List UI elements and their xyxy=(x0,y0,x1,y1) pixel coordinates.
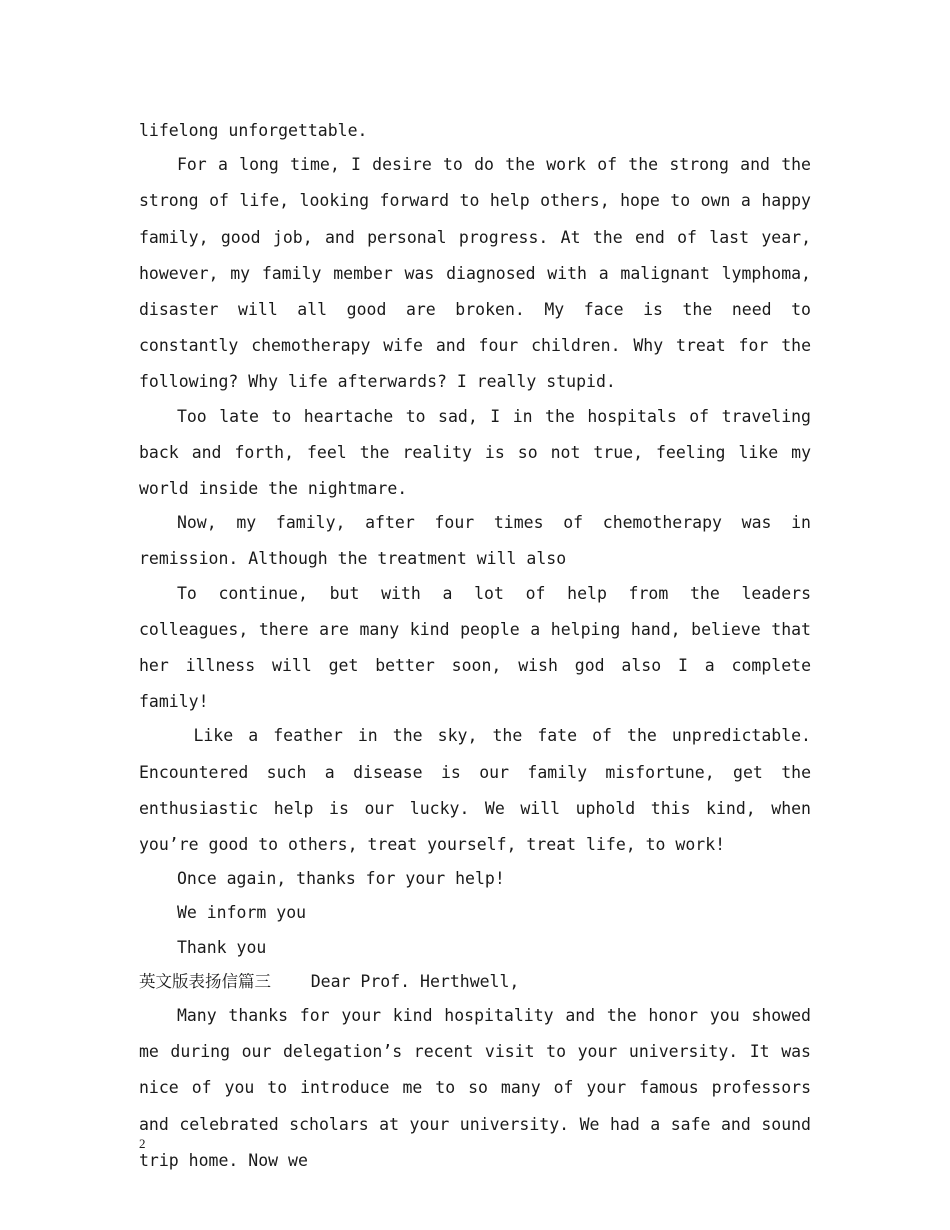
paragraph: Now, my family, after four times of chemotherapy was in remission. Although the treatment will also xyxy=(139,513,811,569)
paragraph: Too late to heartache to sad, I in the hospitals of traveling back and forth, feel the reality is so not true, feeling like my world inside the nightmare. xyxy=(139,406,811,499)
paragraph: We inform you xyxy=(176,903,307,923)
paragraph: To continue, but with a lot of help from the leaders colleagues, there are many kind people a helping hand, believe that her illness will get better soon, wish god also I a complete family! xyxy=(139,583,811,712)
paragraph: Like a feather in the sky, the fate of the unpredictable. Encountered such a disease is our family misfortune, get the enthusiastic help is our lucky. We will uphold this kind, when you’re good to others, treat yourself, treat life, to work! xyxy=(139,726,811,855)
paragraph: Once again, thanks for your help! xyxy=(176,869,505,889)
section-heading-line xyxy=(139,964,811,1000)
paragraph: For a long time, I desire to do the work of the strong and the strong of life, looking forward to help others, hope to own a happy family, good job, and personal progress. At the end of last year, however, my family member was diagnosed with a malignant lymphoma, disaster will all good are broken. My face is the need to constantly chemotherapy wife and four children. Why treat for the following? Why life afterwards? I really stupid. xyxy=(139,155,811,392)
page-number: 2 xyxy=(139,1136,146,1151)
paragraph: lifelong unforgettable. xyxy=(139,121,368,140)
salutation: Dear Prof. Herthwell, xyxy=(310,971,520,991)
section-heading: 英文版表扬信篇三 xyxy=(139,971,271,991)
paragraph: Thank you xyxy=(176,937,267,957)
body-text xyxy=(139,113,811,1177)
paragraph: Many thanks for your kind hospitality and the honor you showed me during our delegation’s recent visit to your university. It was nice of you to introduce me to so many of your famous professors and celebrated scholars at your university. We had a safe and sound trip home. Now we xyxy=(139,1006,811,1170)
